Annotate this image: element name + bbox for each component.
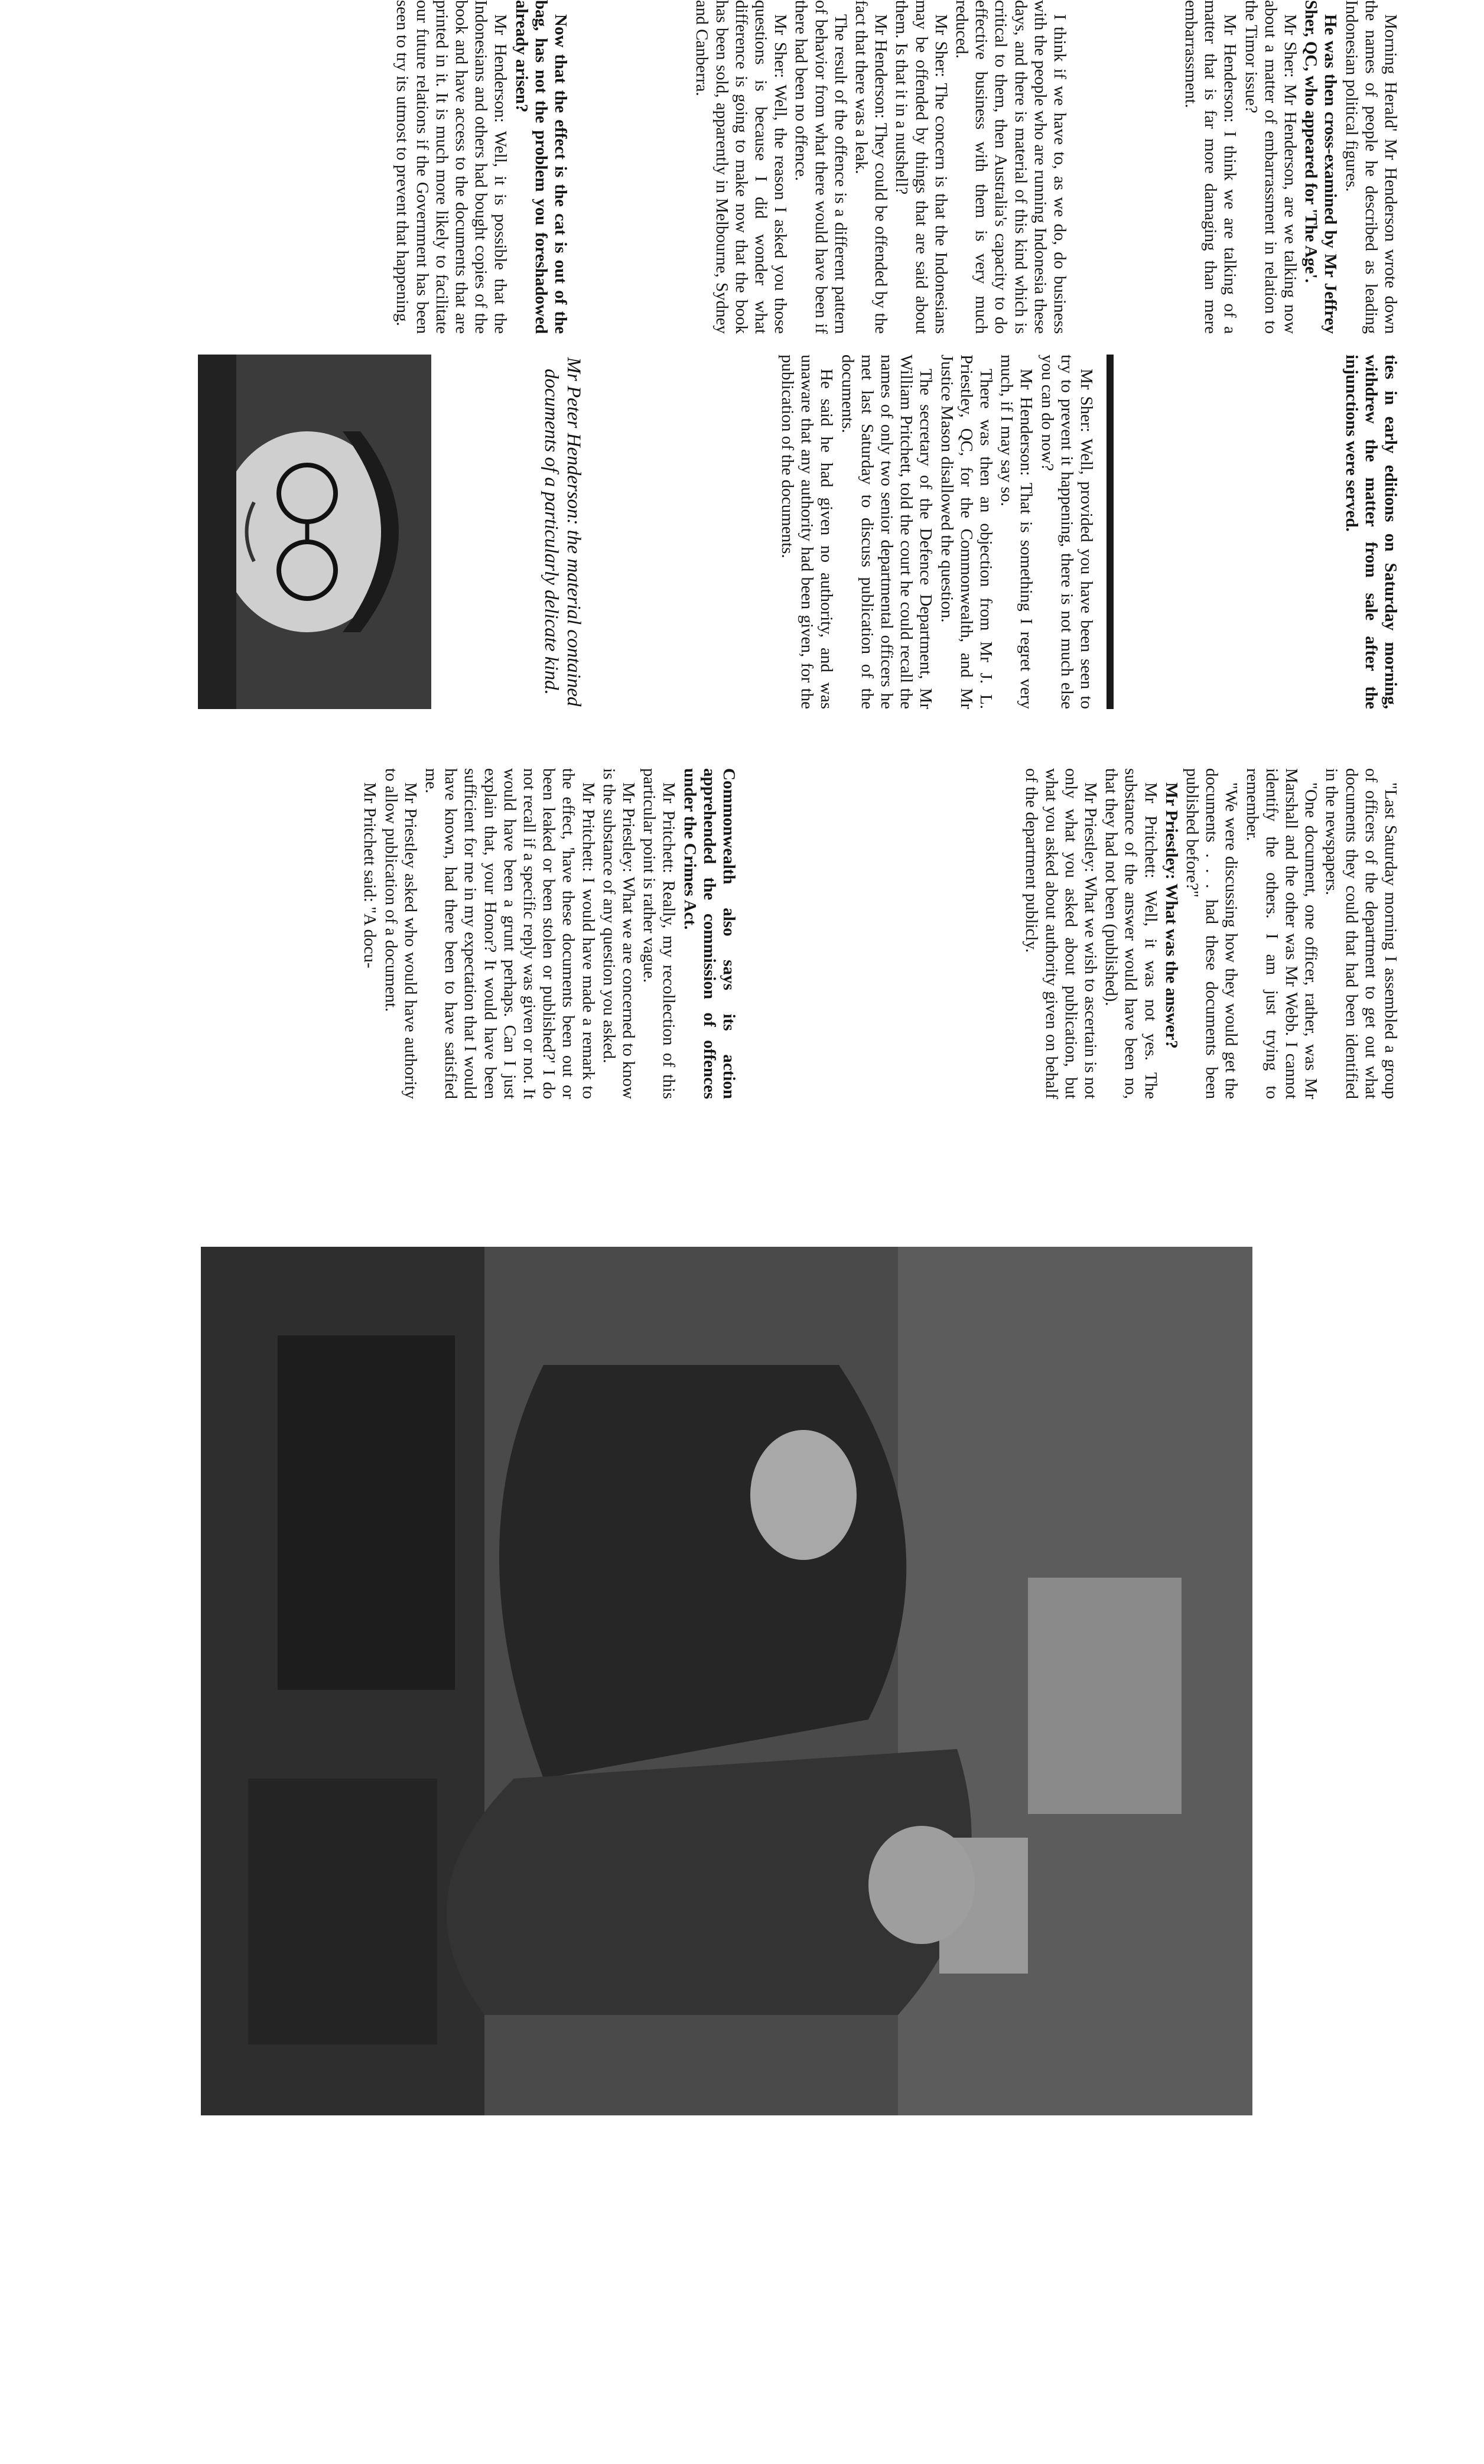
paragraph: Mr Priestley asked who would have authority to allow publication of a document. <box>381 768 420 1099</box>
paragraph: Mr Pritchett said: "A docu- <box>360 782 380 968</box>
section-rule <box>1107 355 1114 709</box>
paragraph: "Last Saturday morning I assembled a group of officers of the department to get out what documents they could that had been identified in the newspapers. <box>1322 768 1400 1099</box>
paragraph: Morning Herald' Mr Henderson wrote down the names of people he described as leading Indonesian political figures. <box>1342 0 1400 334</box>
paragraph: "We were discussing how they would get the documents . . . had these documents been published before?" <box>1182 768 1241 1099</box>
photo-caption: Mr Peter Henderson: the material contained documents of a particularly delicate kind. <box>541 357 584 707</box>
paragraph: He said he had given no authority, and was unaware that any authority had been given, for the publication of the documents. <box>777 355 837 709</box>
paragraph: There was then an objection from Mr J. L. Priestley, QC, for the Commonwealth, and Mr Justice Mason disallowed the question. <box>937 355 995 709</box>
column-1-middle <box>591 0 1069 334</box>
portrait-photo <box>198 355 431 709</box>
paragraph: Mr Sher: The concern is that the Indonesians may be offended by things that are said about them. Is that it in a nutshell? <box>892 0 951 334</box>
paragraph: Mr Henderson: They could be offended by the fact that there was a leak. <box>851 0 891 334</box>
column-1-top <box>1096 0 1400 334</box>
paragraph: He was then cross-examined by Mr Jeffrey Sher, QC, who appeared for 'The Age'. <box>1301 0 1340 334</box>
paragraph: Mr Pritchett: Well, it was not yes. The substance of the answer would have been no, that they had not been (published). <box>1102 768 1160 1099</box>
paragraph: Mr Priestley: What we wish to ascertain is not only what you asked about publication, but what you asked about authority given on behalf of the department publicly. <box>1022 768 1100 1099</box>
paragraph: The secretary of the Defence Department, Mr William Pritchett, told the court he could recall the names of only two senior departmental officers he met last Saturday to discuss publication of the documents. <box>838 355 936 709</box>
paragraph: I think if we have to, as we do, do business with the people who are running Indonesia these days, and there is material of this kind which is critical to them, then Australia's capacity to do effective business with them is very much reduced. <box>952 0 1069 334</box>
paragraph: The result of the offence is a different pattern of behavior from what there would have been if there had been no offence. <box>792 0 850 334</box>
column-1-bottom <box>192 0 570 334</box>
column-2-bottom <box>0 768 160 1123</box>
paragraph: Mr Henderson: That is something I regret very much, if I may say so. <box>997 355 1036 709</box>
portrait-image <box>198 355 431 709</box>
paragraph: Mr Pritchett: I would have made a remark to the effect, 'have these documents been out or been leaked or been stolen or published?' I do not recall if a specific reply was given or not. It would have been a grunt perhaps. Can I just explain that, your Honor? It would have been sufficient for me in my expectation that I would have known, had there been to have satisfied me. <box>421 768 598 1099</box>
paragraph: Mr Sher: Mr Henderson, are we talking now about a matter of embarrassment in relation to the Timor issue? <box>1241 0 1300 334</box>
newspaper-clipping <box>160 0 1400 2157</box>
large-photo <box>201 1247 1252 2115</box>
paragraph: Mr Priestley: What was the answer? <box>1161 782 1181 1049</box>
court-photo-image <box>201 1247 1252 2115</box>
paragraph: Mr Priestley: What we are concerned to know is the substance of any question you asked. <box>599 768 638 1099</box>
paragraph: Now that the effect is the cat is out of the bag, has not the problem you foreshadowed already arisen? <box>512 0 570 334</box>
paragraph: Commonwealth also says its action apprehended the commission of offences under the Crimes Act. <box>680 768 738 1099</box>
paragraph: ties in early editions on Saturday morning, withdrew the matter from sale after the injunctions were served. <box>1342 355 1400 709</box>
paragraph: Mr Sher: Well, the reason I asked you those questions is because I did wonder what difference is going to make now that the book has been sold, apparently in Melbourne, Sydney and Canberra. <box>692 0 790 334</box>
column-3-bottom <box>192 768 738 1099</box>
paragraph: Mr Henderson: I think we are talking of a matter that is far more damaging than mere embarrassment. <box>1181 0 1240 334</box>
column-2-top <box>1122 355 1400 709</box>
paragraph: Mr Henderson: Well, it is possible that the Indonesians and others had bought copies of the book and have access to the documents that are printed in it. It is much more likely to facilitate our future relations if the Government has been seen to try its utmost to prevent that happening. <box>393 0 510 334</box>
column-3-top <box>768 768 1400 1099</box>
paragraph: "One document, one officer, rather, was Mr Marshall and the other was Mr Webb. I cannot identify the others. I am just trying to remember. <box>1242 768 1321 1099</box>
column-2-middle <box>623 355 1096 709</box>
paragraph: Mr Pritchett: Really, my recollection of this particular point is rather vague. <box>640 768 679 1099</box>
paragraph: Mr Sher: Well, provided you have been seen to try to prevent it happening, there is not much else you can do now? <box>1037 355 1096 709</box>
